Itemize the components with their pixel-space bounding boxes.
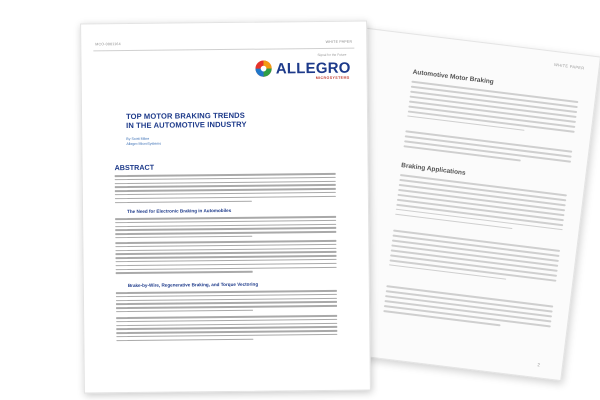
document-id: MCO-0001164 xyxy=(95,42,121,47)
back-paragraph xyxy=(388,230,560,290)
abstract-paragraph xyxy=(115,173,336,206)
logo-tagline: Signal for the Future xyxy=(317,52,347,58)
back-section-heading: Automotive Motor Braking xyxy=(412,68,495,86)
author-name: By Scott Milne xyxy=(126,136,150,142)
section-heading: Brake-by-Wire, Regenerative Braking, and Torque Vectoring xyxy=(127,281,259,289)
back-section-heading: Braking Applications xyxy=(400,162,466,177)
abstract-heading: ABSTRACT xyxy=(114,162,155,173)
page-number: 2 xyxy=(537,362,541,368)
document-type: WHITE PAPER xyxy=(325,39,353,44)
back-page-header: WHITE PAPER xyxy=(553,61,585,71)
front-page xyxy=(80,21,371,394)
body-paragraph xyxy=(116,315,337,344)
back-paragraph xyxy=(407,81,579,141)
logo-mark-icon xyxy=(255,59,273,77)
body-paragraph xyxy=(116,290,337,315)
back-paragraph xyxy=(395,174,567,239)
body-paragraph xyxy=(115,216,336,241)
document-title xyxy=(126,111,247,130)
section-heading: The Need for Electronic Braking in Automobiles xyxy=(127,207,232,215)
body-paragraph xyxy=(115,240,336,276)
byline xyxy=(126,137,161,147)
logo-subtext: MICROSYSTEMS xyxy=(315,75,350,81)
title-line: TOP MOTOR BRAKING TRENDS xyxy=(126,110,245,122)
header-divider xyxy=(93,48,354,51)
logo-wordmark: ALLEGRO xyxy=(275,59,351,77)
author-affiliation: Allegro MicroSystems xyxy=(126,141,162,147)
back-paragraph xyxy=(383,285,553,335)
title-line: IN THE AUTOMOTIVE INDUSTRY xyxy=(126,119,247,131)
